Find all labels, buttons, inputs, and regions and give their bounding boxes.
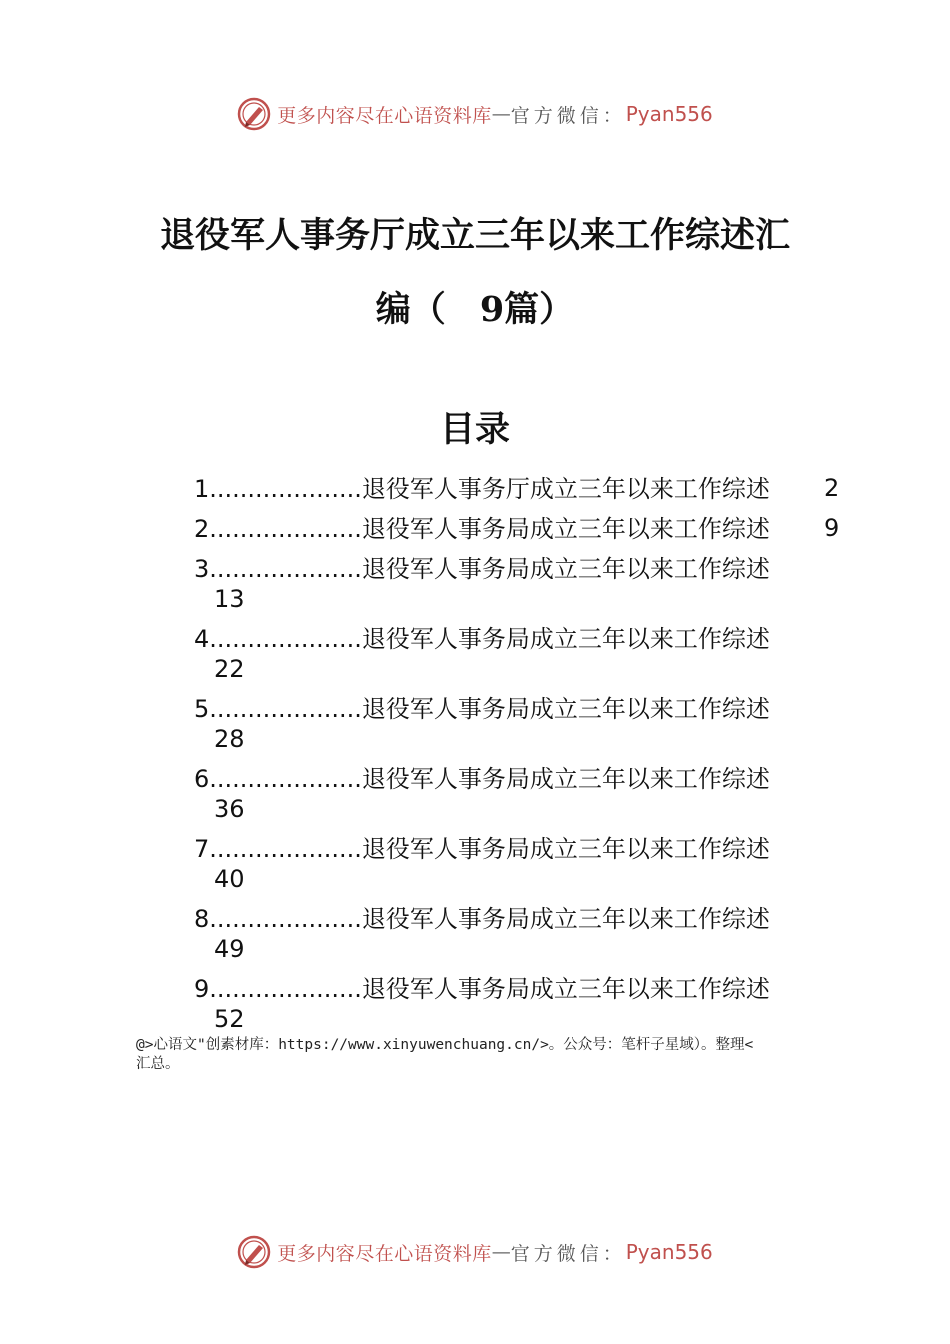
toc-item-page: 36 <box>214 795 245 823</box>
toc-item-title: 退役军人事务局成立三年以来工作综述 <box>361 695 770 723</box>
banner-dash: — <box>491 103 511 125</box>
toc-item-page: 13 <box>214 585 245 613</box>
toc-item[interactable] <box>194 474 854 514</box>
toc-item-leader: .................... <box>209 625 362 653</box>
toc-item-title: 退役军人事务局成立三年以来工作综述 <box>361 765 770 793</box>
banner-wechat-label: 官方微信： <box>510 1242 626 1265</box>
toc-item-page: 49 <box>214 935 245 963</box>
toc-item-leader: .................... <box>209 695 362 723</box>
header-banner <box>0 94 950 134</box>
toc-item-title: 退役军人事务局成立三年以来工作综述 <box>361 975 770 1003</box>
footer-banner <box>0 1232 950 1272</box>
toc-item[interactable] <box>194 974 854 1044</box>
pen-logo-icon <box>237 1235 271 1269</box>
toc-item-leader: .................... <box>209 835 362 863</box>
toc-item-page: 28 <box>214 725 245 753</box>
source-note <box>136 1036 836 1074</box>
toc-item[interactable] <box>194 694 854 764</box>
banner-wechat-id: Pyan556 <box>625 102 713 126</box>
toc-item-number: 5 <box>194 695 210 723</box>
toc-item[interactable] <box>194 834 854 904</box>
toc-item-leader: .................... <box>209 765 362 793</box>
toc-item-title: 退役军人事务局成立三年以来工作综述 <box>361 555 770 583</box>
title-line2-start: 编（ <box>375 289 446 330</box>
toc-item-page: 22 <box>214 655 245 683</box>
toc-item[interactable] <box>194 764 854 834</box>
document-title-line2 <box>0 282 950 332</box>
toc-item[interactable] <box>194 514 854 554</box>
banner-dash: — <box>491 1241 511 1263</box>
table-of-contents <box>194 474 854 1044</box>
banner-wechat-label: 官方微信： <box>510 104 626 127</box>
toc-item-leader: .................... <box>209 905 362 933</box>
toc-item-leader: .................... <box>209 475 362 503</box>
source-note-line1: @>心语文"创素材库：https://www.xinyuwenchuang.cn/>。公众号：笔杆子星域）。整理< <box>136 1037 754 1053</box>
toc-item-number: 9 <box>194 975 210 1003</box>
banner-text: 更多内容尽在心语资料库 <box>277 1242 492 1265</box>
toc-item-leader: .................... <box>209 555 362 583</box>
toc-item-number: 7 <box>194 835 210 863</box>
banner-wechat-id: Pyan556 <box>625 1240 713 1264</box>
toc-item-page: 9 <box>824 514 840 542</box>
toc-item-number: 6 <box>194 765 210 793</box>
toc-item-page: 2 <box>824 474 840 502</box>
title-line2-end: 篇） <box>504 289 575 330</box>
toc-item-title: 退役军人事务厅成立三年以来工作综述 <box>361 475 770 503</box>
toc-item-number: 3 <box>194 555 210 583</box>
toc-item-title: 退役军人事务局成立三年以来工作综述 <box>361 515 770 543</box>
toc-item-number: 4 <box>194 625 210 653</box>
toc-item[interactable] <box>194 554 854 624</box>
title-article-count: 9 <box>479 289 505 330</box>
toc-item[interactable] <box>194 624 854 694</box>
toc-item-title: 退役军人事务局成立三年以来工作综述 <box>361 625 770 653</box>
pen-logo-icon <box>237 97 271 131</box>
toc-item-page: 52 <box>214 1005 245 1033</box>
toc-item-title: 退役军人事务局成立三年以来工作综述 <box>361 905 770 933</box>
toc-item[interactable] <box>194 904 854 974</box>
toc-item-page: 40 <box>214 865 245 893</box>
toc-item-leader: .................... <box>209 515 362 543</box>
toc-item-number: 1 <box>194 475 210 503</box>
banner-text: 更多内容尽在心语资料库 <box>277 104 492 127</box>
toc-item-number: 2 <box>194 515 210 543</box>
toc-item-leader: .................... <box>209 975 362 1003</box>
toc-heading: 目录 <box>439 409 510 450</box>
source-note-line2: 汇总。 <box>136 1056 180 1072</box>
toc-item-title: 退役军人事务局成立三年以来工作综述 <box>361 835 770 863</box>
document-title-line1: 退役军人事务厅成立三年以来工作综述汇 <box>159 215 790 256</box>
toc-item-number: 8 <box>194 905 210 933</box>
